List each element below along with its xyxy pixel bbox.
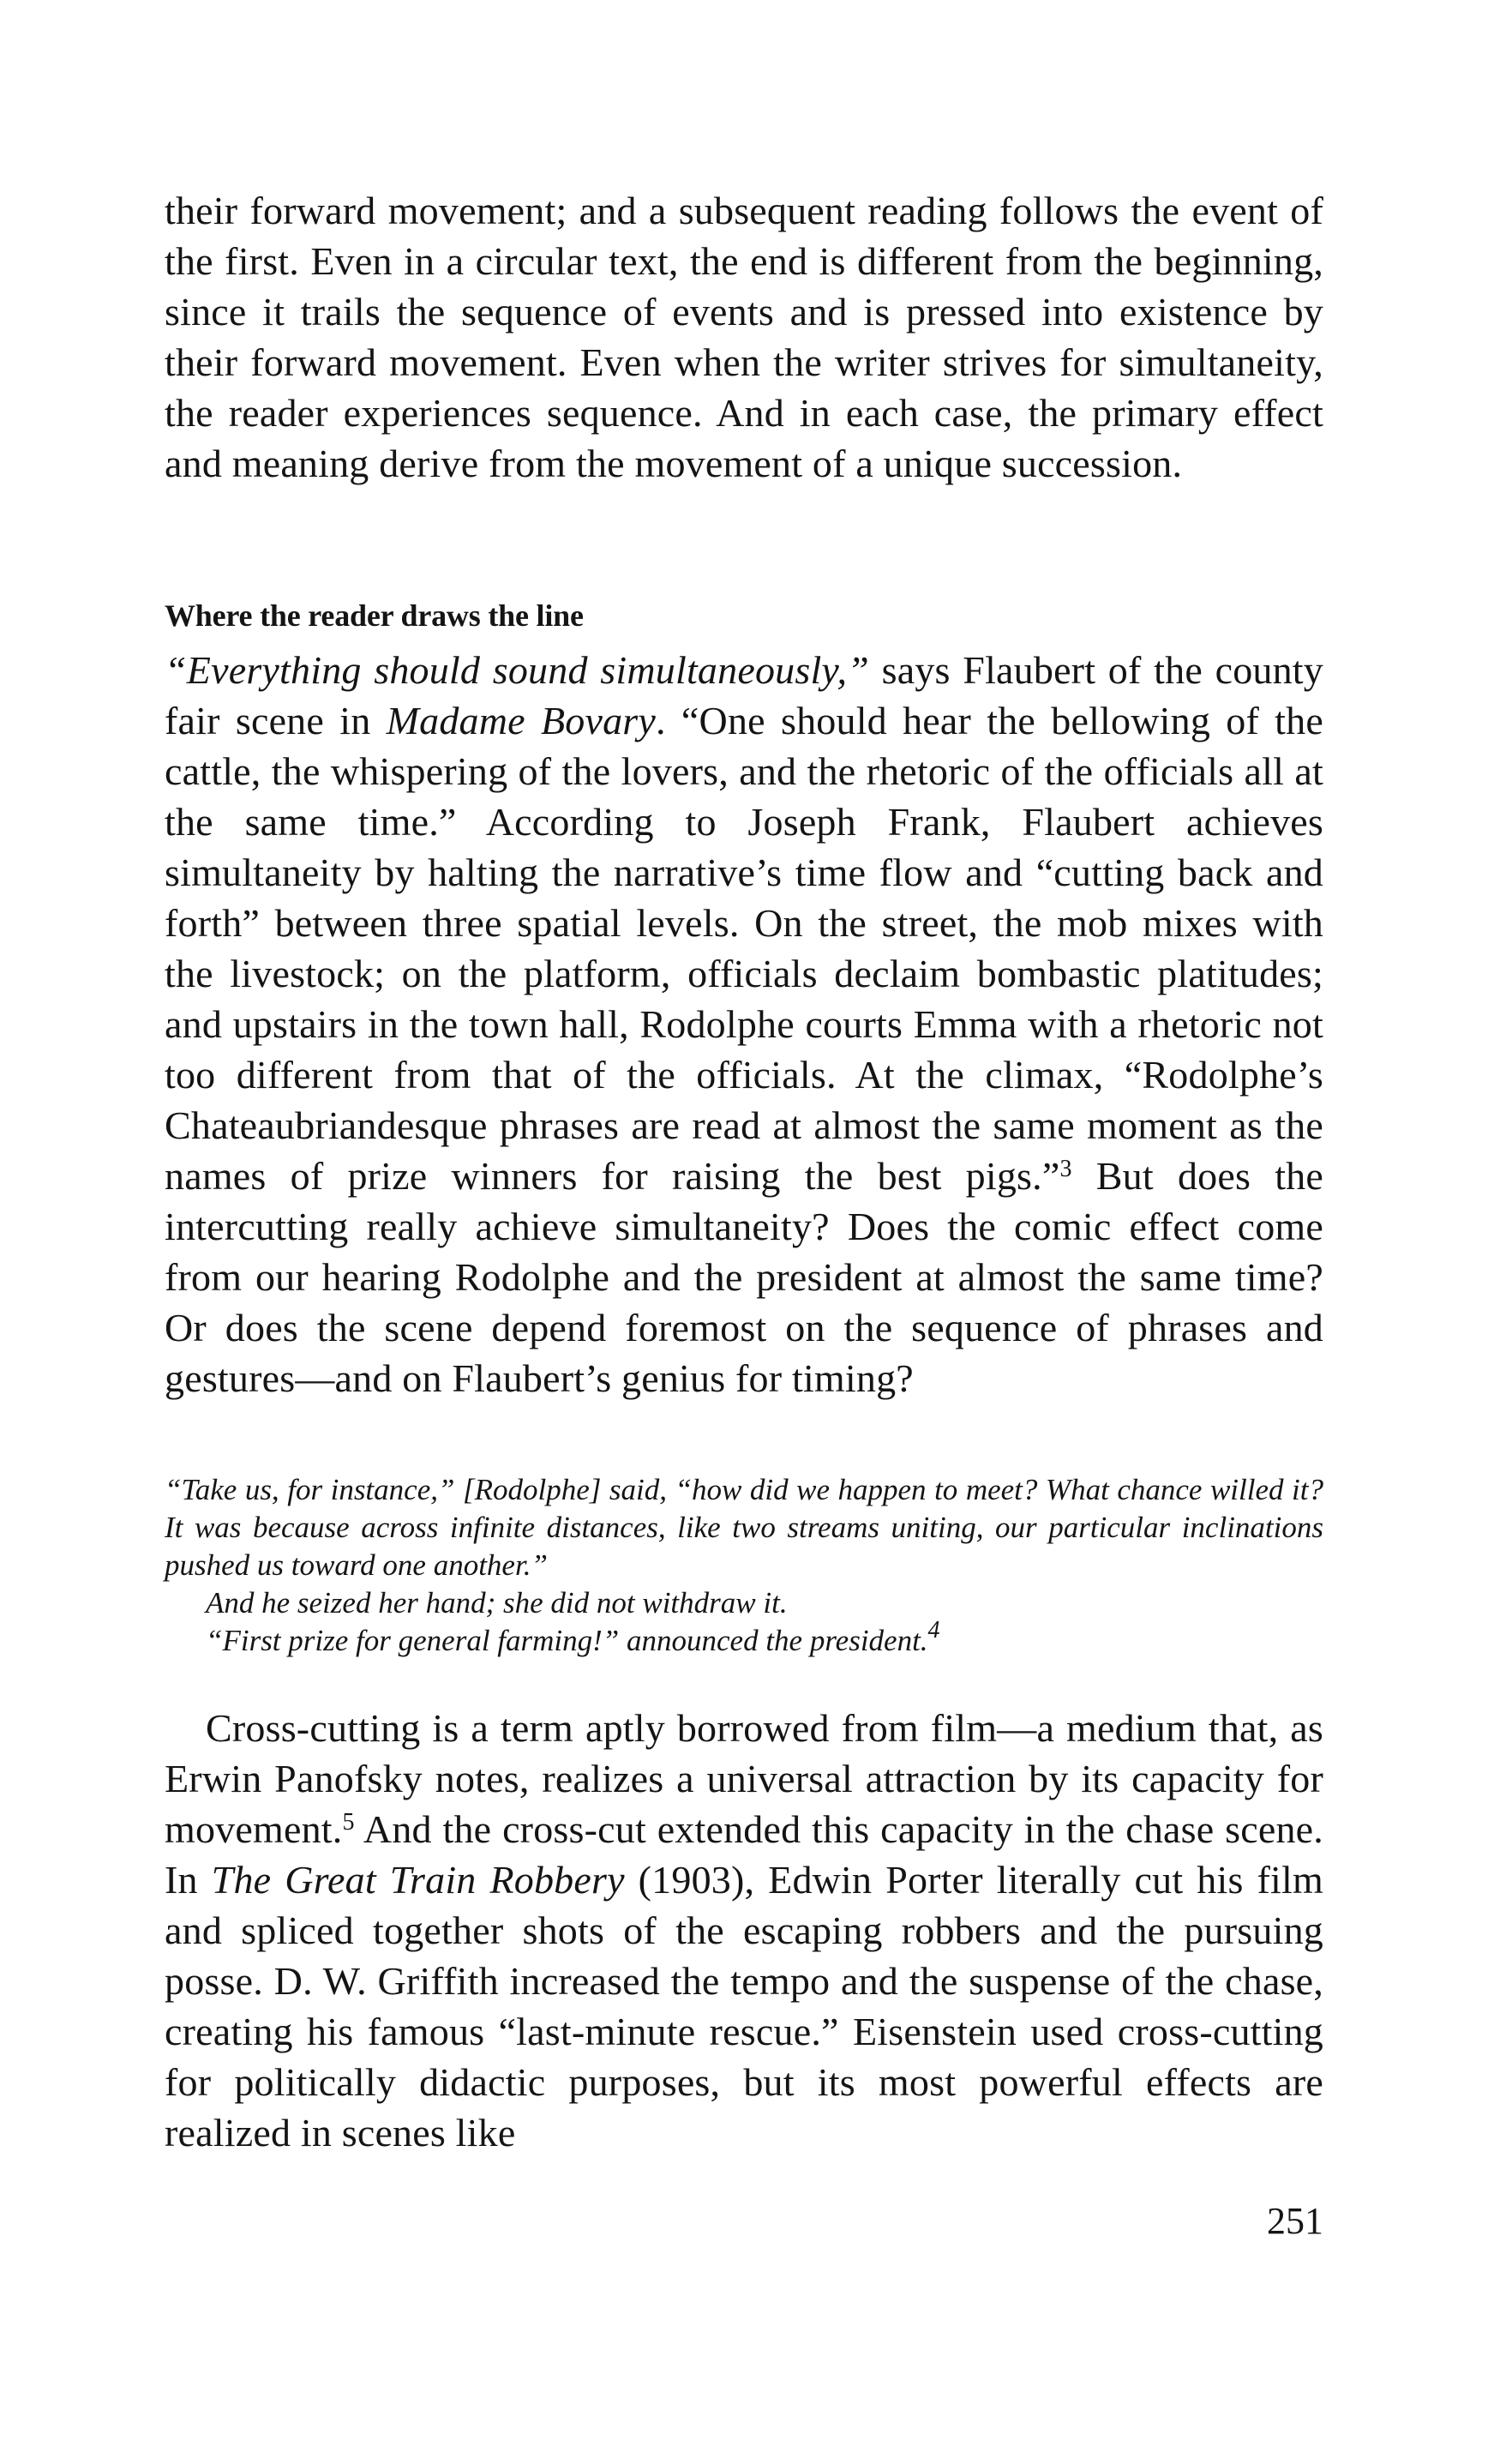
paragraph-cross-cutting [165,1703,1323,2158]
paragraph-text: Cross-cutting is a term aptly borrowed from film—a medium that, as Erwin Panofsky notes, realizes a universal attraction by its capacity for movement. [165,1706,1323,1851]
page-number: 251 [1267,2200,1323,2242]
footnote-marker: 5 [342,1809,355,1836]
footnote-marker: 3 [1059,1156,1072,1182]
quote-line: “Take us, for instance,” [Rodolphe] said, “how did we happen to meet? What chance willed it? It was because across infinite distances, like two streams uniting, our particular inclinations pushed us toward one another.” [165,1473,1323,1582]
paragraph-text: But does the intercutting really achieve simultaneity? Does the comic effect come from our hearing Rodolphe and the president at almost the same time? Or does the scene depend foremost on the sequence of phrases and gestures—and on Flaubert’s genius for timing? [165,1154,1323,1400]
book-title: Madame Bovary [386,699,657,742]
footnote-marker: 4 [927,1617,940,1644]
film-title: The Great Train Robbery [211,1858,625,1902]
paragraph-opening: their forward movement; and a subsequent reading follows the event of the first. Even in a circular text, the end is different from the beginning, since it trails the sequence of events and is pressed into existence by their forward movement. Even when the writer strives for simultaneity, the reader experiences sequence. And in each case, the primary effect and meaning derive from the movement of a unique succession. [165,189,1323,485]
flaubert-quote: “Everything should sound simultaneously,” [165,648,869,692]
quote-line: And he seized her hand; she did not withdraw it. [206,1586,788,1620]
paragraph-text: . “One should hear the bellowing of the cattle, the whispering of the lovers, and the rhetoric of the officials all at the same time.” According to Joseph Frank, Flaubert achieves simultaneity by halting the narrative’s time flow and “cutting back and forth” between three spatial levels. On the street, the mob mixes with the livestock; on the platform, officials declaim bombastic platitudes; and upstairs in the town hall, Rodolphe courts Emma with a rhetoric not too different from that of the officials. At the climax, “Rodolphe’s Chateaubriandesque phrases are read at almost the same moment as the names of prize winners for raising the best pigs.” [165,699,1323,1198]
section-heading: Where the reader draws the line [165,598,584,633]
quote-line [165,1617,1323,1660]
paragraph-text: says Flaubert of the county fair scene in [165,648,1323,742]
paragraph-text: (1903), Edwin Porter literally cut his film and spliced together shots of the escaping robbers and the pursuing posse. D. W. Griffith increased the tempo and the suspense of the chase, creating his famous “last-minute rescue.” Eisenstein used cross-cutting for politically didactic purposes, but its most powerful effects are realized in scenes like [165,1858,1323,2154]
paragraph-flaubert [165,645,1323,1403]
block-quote [165,1471,1323,1660]
quote-text: “First prize for general farming!” announced the president. [206,1624,928,1657]
paragraph-text: And the cross-cut extended this capacity in the chase scene. In [165,1807,1323,1902]
